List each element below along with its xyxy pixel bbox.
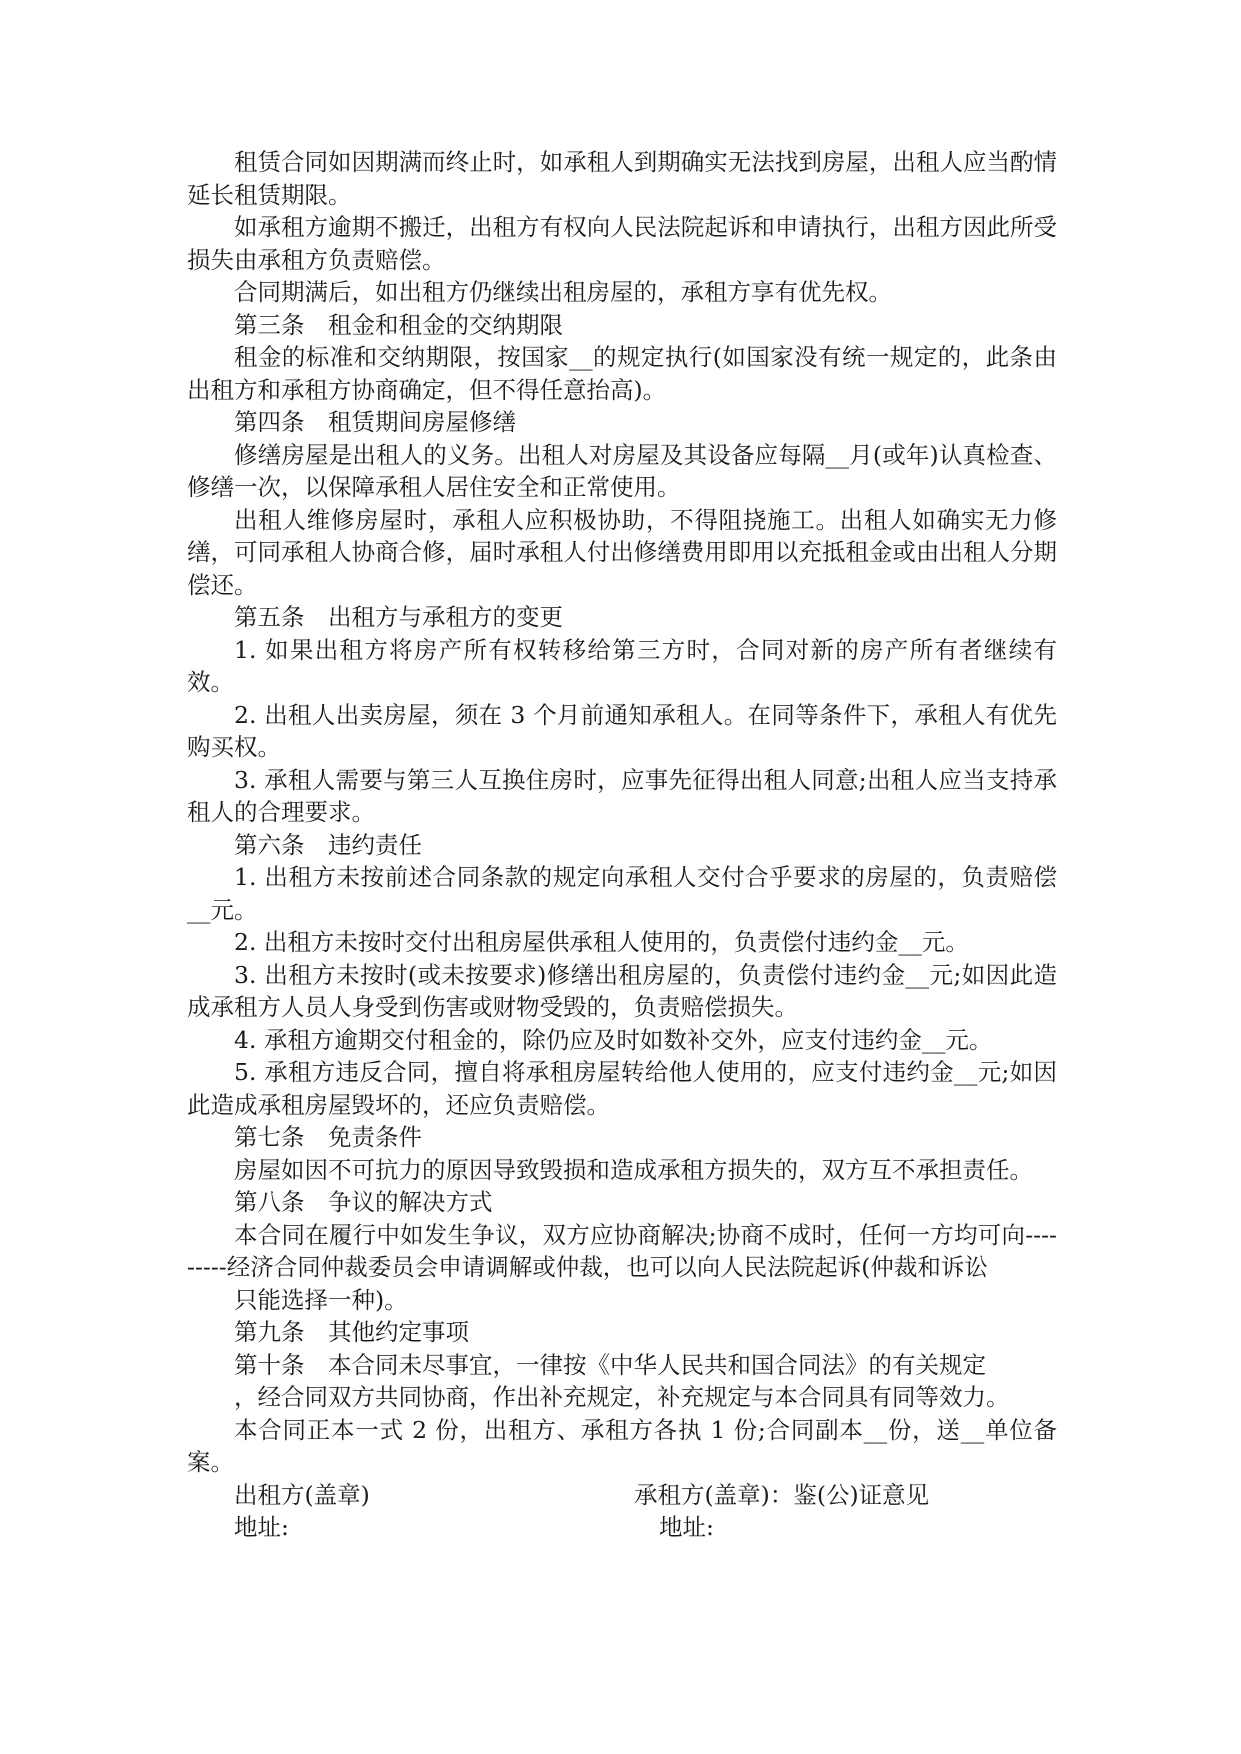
paragraph-breach-3: 3. 出租方未按时(或未按要求)修缮出租房屋的，负责偿付违约金__元;如因此造成承租方人员人身受到伤害或财物受毁的，负责赔偿损失。: [187, 960, 1057, 1021]
paragraph-overdue: 如承租方逾期不搬迁，出租方有权向人民法院起诉和申请执行，出租方因此所受损失由承租方负责赔偿。: [187, 213, 1057, 274]
address-row: [187, 1511, 1057, 1544]
article-8-heading: 第八条 争议的解决方式: [234, 1188, 493, 1216]
article-7-heading: 第七条 免责条件: [234, 1123, 422, 1151]
paragraph-breach-4: 4. 承租方逾期交付租金的，除仍应及时如数补交外，应支付违约金__元。: [234, 1025, 993, 1054]
paragraph-repair-cooperation: 出租人维修房屋时，承租人应积极协助，不得阻挠施工。出租人如确实无力修缮，可同承租人协商合修，届时承租人付出修缮费用即用以充抵租金或由出租人分期偿还。: [187, 505, 1057, 599]
article-10-heading: 第十条 本合同未尽事宜，一律按《中华人民共和国合同法》的有关规定: [234, 1350, 986, 1379]
paragraph-breach-1: 1. 出租方未按前述合同条款的规定向承租人交付合乎要求的房屋的，负责赔偿__元。: [187, 863, 1057, 924]
lessor-seal-label: 出租方(盖章): [234, 1480, 370, 1509]
article-4-heading: 第四条 租赁期间房屋修缮: [234, 408, 516, 436]
article-5-heading: 第五条 出租方与承租方的变更: [234, 603, 563, 631]
paragraph-change-3: 3. 承租人需要与第三人互换住房时，应事先征得出租人同意;出租人应当支持承租人的合理要求。: [187, 765, 1057, 826]
paragraph-change-1: 1. 如果出租方将房产所有权转移给第三方时，合同对新的房产所有者继续有效。: [187, 635, 1057, 696]
paragraph-repair-duty: 修缮房屋是出租人的义务。出租人对房屋及其设备应每隔__月(或年)认真检查、修缮一次，以保障承租人居住安全和正常使用。: [187, 440, 1057, 501]
paragraph-force-majeure: 房屋如因不可抗力的原因导致毁损和造成承租方损失的，双方互不承担责任。: [234, 1155, 1033, 1184]
paragraph-dispute: 本合同在履行中如发生争议，双方应协商解决;协商不成时，任何一方均可向---------经济合同仲裁委员会申请调解或仲裁，也可以向人民法院起诉(仲裁和诉讼: [187, 1220, 1057, 1281]
contract-page: [187, 146, 1057, 1544]
article-3-heading: 第三条 租金和租金的交纳期限: [234, 310, 563, 339]
article-6-heading: 第六条 违约责任: [234, 830, 422, 859]
lessee-address-label: 地址:: [659, 1513, 714, 1541]
signature-row: [187, 1479, 1057, 1512]
paragraph-dispute-cont: 只能选择一种)。: [234, 1285, 408, 1314]
paragraph-supplement: ，经合同双方共同协商，作出补充规定，补充规定与本合同具有同等效力。: [234, 1383, 1010, 1411]
paragraph-breach-2: 2. 出租方未按时交付出租房屋供承租人使用的，负责偿付违约金__元。: [234, 928, 969, 956]
paragraph-change-2: 2. 出租人出卖房屋，须在 3 个月前通知承租人。在同等条件下，承租人有优先购买权。: [187, 700, 1057, 761]
paragraph-renewal: 租赁合同如因期满而终止时，如承租人到期确实无法找到房屋，出租人应当酌情延长租赁期限。: [187, 148, 1057, 209]
paragraph-breach-5: 5. 承租方违反合同，擅自将承租房屋转给他人使用的，应支付违约金__元;如因此造成承租房屋毁坏的，还应负责赔偿。: [187, 1058, 1057, 1119]
lessor-address-label: 地址:: [234, 1513, 289, 1541]
article-9-heading: 第九条 其他约定事项: [234, 1318, 469, 1346]
paragraph-priority: 合同期满后，如出租方仍继续出租房屋的，承租方享有优先权。: [234, 278, 892, 306]
paragraph-rent-standard: 租金的标准和交纳期限，按国家__的规定执行(如国家没有统一规定的，此条由出租方和承租方协商确定，但不得任意抬高)。: [187, 343, 1057, 404]
lessee-seal-label: 承租方(盖章)：鉴(公)证意见: [634, 1480, 930, 1509]
paragraph-copies: 本合同正本一式 2 份，出租方、承租方各执 1 份;合同副本__份，送__单位备案。: [187, 1415, 1057, 1476]
